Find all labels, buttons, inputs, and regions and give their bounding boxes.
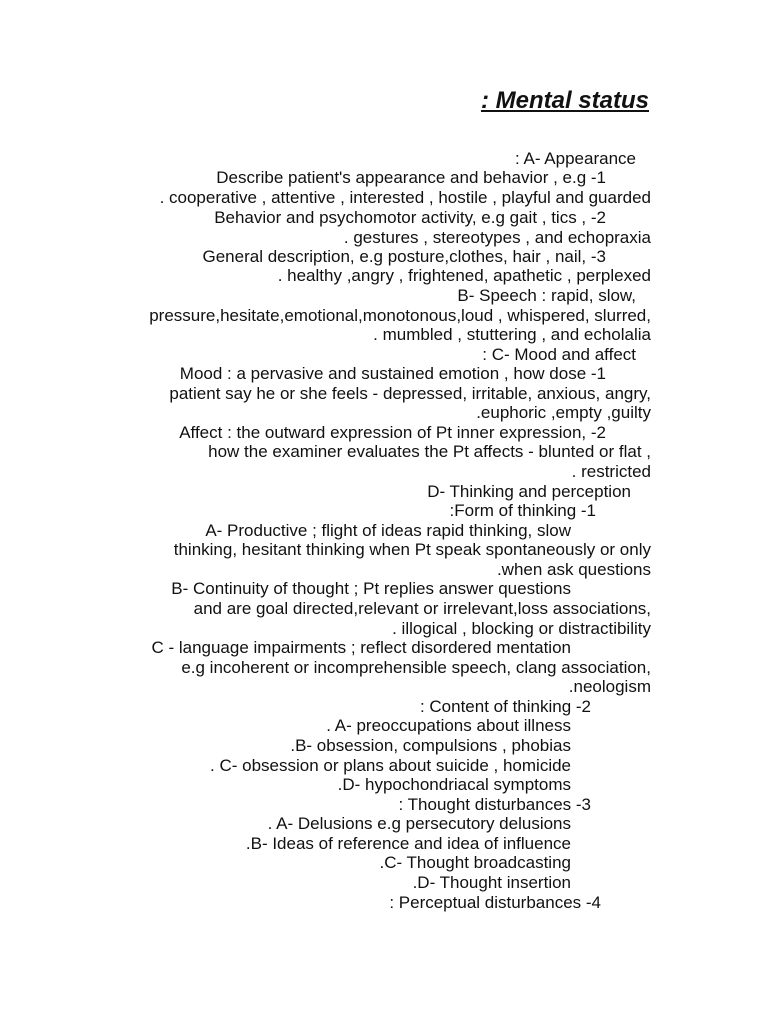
text-line: .when ask questions xyxy=(496,560,651,579)
list-item: . A- Delusions e.g persecutory delusions xyxy=(267,814,571,833)
text-line: . healthy ,angry , frightened, apathetic , perplexed xyxy=(277,266,651,285)
subsection-heading: : Thought disturbances -3 xyxy=(398,795,591,814)
text-line: B- Continuity of thought ; Pt replies answer questions xyxy=(171,579,571,598)
text-line: .neologism xyxy=(568,677,651,696)
text-line: Mood : a pervasive and sustained emotion , how dose -1 xyxy=(179,364,606,383)
text-line: Behavior and psychomotor activity, e.g gait , tics , -2 xyxy=(214,208,606,227)
text-line: Describe patient's appearance and behavior , e.g -1 xyxy=(216,168,606,187)
page-title: : Mental status xyxy=(480,87,649,114)
list-item: .C- Thought broadcasting xyxy=(379,853,571,872)
subsection-heading: : Content of thinking -2 xyxy=(419,697,591,716)
text-line: C - language impairments ; reflect disordered mentation xyxy=(151,638,571,657)
subsection-heading: : Perceptual disturbances -4 xyxy=(389,893,601,912)
list-item: .B- Ideas of reference and idea of influence xyxy=(245,834,571,853)
list-item: . C- obsession or plans about suicide , homicide xyxy=(210,756,571,775)
text-line: General description, e.g posture,clothes, hair , nail, -3 xyxy=(202,247,606,266)
text-line: Affect : the outward expression of Pt inner expression, -2 xyxy=(179,423,606,442)
list-item: .B- obsession, compulsions , phobias xyxy=(290,736,571,755)
text-line: patient say he or she feels - depressed, irritable, anxious, angry, xyxy=(169,384,651,403)
text-line: . mumbled , stuttering , and echolalia xyxy=(373,325,651,344)
section-heading: : A- Appearance xyxy=(515,149,636,168)
list-item: . A- preoccupations about illness xyxy=(326,716,571,735)
section-heading: D- Thinking and perception xyxy=(427,482,631,501)
text-line: pressure,hesitate,emotional,monotonous,loud , whispered, slurred, xyxy=(149,306,651,325)
text-line: and are goal directed,relevant or irrelevant,loss associations, xyxy=(193,599,651,618)
text-line: thinking, hesitant thinking when Pt speak spontaneously or only xyxy=(173,540,651,559)
text-line: A- Productive ; flight of ideas rapid thinking, slow xyxy=(205,521,571,540)
list-item: .D- hypochondriacal symptoms xyxy=(337,775,571,794)
subsection-heading: :Form of thinking -1 xyxy=(449,501,596,520)
text-line: . gestures , stereotypes , and echopraxia xyxy=(343,228,651,247)
list-item: .D- Thought insertion xyxy=(412,873,571,892)
text-line: . restricted xyxy=(571,462,651,481)
text-line: . cooperative , attentive , interested , hostile , playful and guarded xyxy=(159,188,651,207)
text-line: . illogical , blocking or distractibility xyxy=(392,619,651,638)
text-line: how the examiner evaluates the Pt affects - blunted or flat , xyxy=(208,442,651,461)
text-line: e.g incoherent or incomprehensible speech, clang association, xyxy=(181,658,651,677)
section-heading: : C- Mood and affect xyxy=(482,345,636,364)
text-line: .euphoric ,empty ,guilty xyxy=(476,403,651,422)
section-heading: B- Speech : rapid, slow, xyxy=(457,286,636,305)
